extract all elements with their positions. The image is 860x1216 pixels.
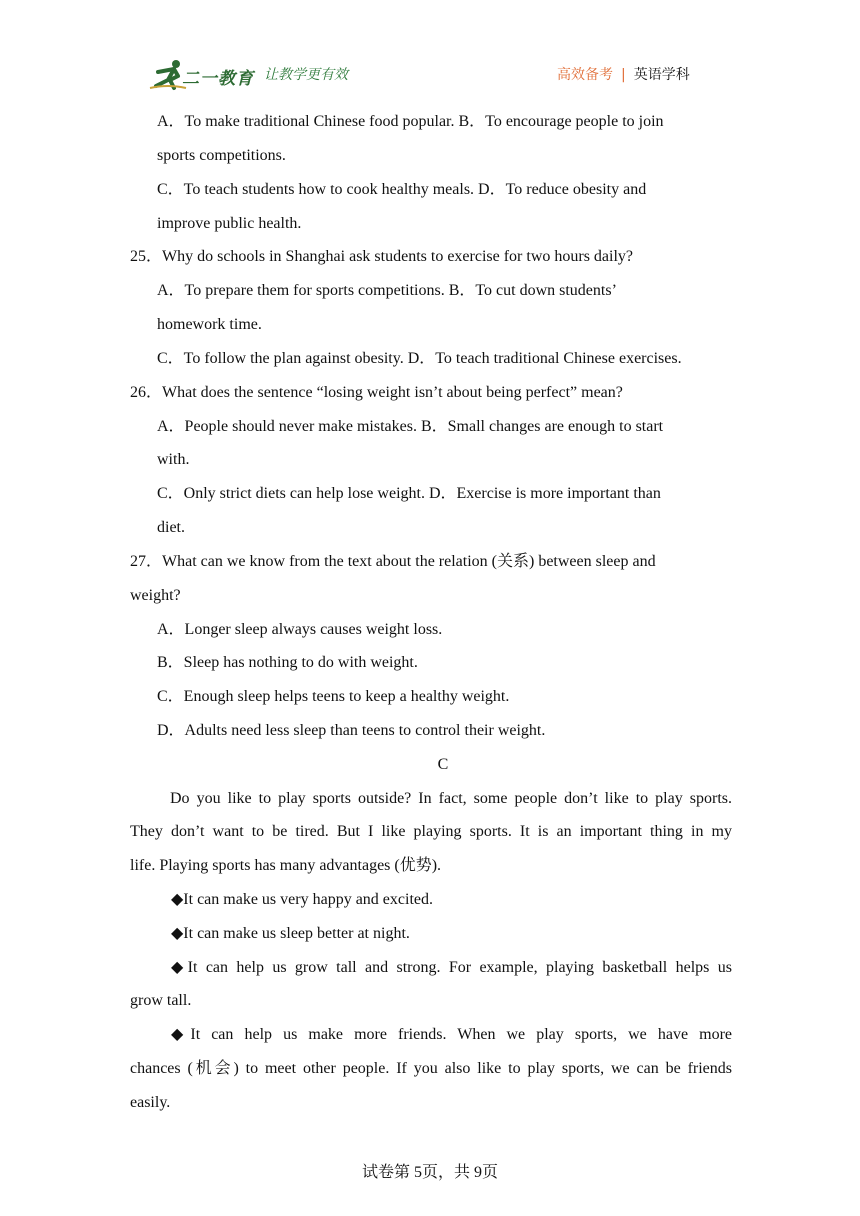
option-line: D．Adults need less sleep than teens to control their weight. xyxy=(157,722,546,739)
header-label: 高效备考 xyxy=(557,67,613,83)
paragraph-line: Do you like to play sports outside? In fact, some people don’t like to play sports. xyxy=(170,790,732,807)
paragraph-line: grow tall. xyxy=(130,992,192,1009)
option-line: sports competitions. xyxy=(157,147,286,164)
page-footer: 试卷第 5页，共 9页 xyxy=(361,1164,498,1181)
page-header xyxy=(0,0,860,100)
subject-label: 英语学科 xyxy=(633,67,690,83)
logo-text: 二一教育 xyxy=(182,69,254,89)
option-line: diet. xyxy=(157,519,185,536)
bullet-line: ◆It can make us very happy and excited. xyxy=(171,891,433,908)
slogan: 让教学更有效 xyxy=(264,67,348,83)
bullet-line: ◆It can help us grow tall and strong. For example, playing basketball helps us xyxy=(171,959,732,976)
header-subject xyxy=(557,64,690,84)
option-line: homework time. xyxy=(157,316,262,333)
option-line: A．Longer sleep always causes weight loss. xyxy=(157,621,443,638)
option-line: improve public health. xyxy=(157,215,302,232)
option-line: A．To prepare them for sports competitions. B．To cut down students’ xyxy=(157,282,617,299)
paragraph-line: chances (机会) to meet other people. If you also like to play sports, we can be friends xyxy=(130,1060,732,1077)
header-separator: | xyxy=(621,67,626,83)
logo xyxy=(148,58,258,92)
question-26: 26．What does the sentence “losing weight isn’t about being perfect” mean? xyxy=(130,384,623,401)
option-line: B．Sleep has nothing to do with weight. xyxy=(157,654,418,671)
question-27-cont: weight? xyxy=(130,587,181,604)
option-line: C．To follow the plan against obesity. D．To teach traditional Chinese exercises. xyxy=(157,350,682,367)
option-line: C．To teach students how to cook healthy meals. D．To reduce obesity and xyxy=(157,181,647,198)
paragraph-line: easily. xyxy=(130,1094,171,1111)
option-line: with. xyxy=(157,451,190,468)
option-line: C．Only strict diets can help lose weight. D．Exercise is more important than xyxy=(157,485,661,502)
option-line: A．People should never make mistakes. B．Small changes are enough to start xyxy=(157,418,664,435)
bullet-line: ◆It can make us sleep better at night. xyxy=(171,925,410,942)
question-25: 25．Why do schools in Shanghai ask students to exercise for two hours daily? xyxy=(130,248,634,265)
question-27: 27．What can we know from the text about the relation (关系) between sleep and xyxy=(130,553,656,570)
paragraph-line: life. Playing sports has many advantages (优势). xyxy=(130,857,442,874)
section-heading: C xyxy=(437,756,449,773)
option-line: A．To make traditional Chinese food popular. B．To encourage people to join xyxy=(157,113,664,130)
bullet-line: ◆It can help us make more friends. When we play sports, we have more xyxy=(171,1026,732,1043)
option-line: C．Enough sleep helps teens to keep a healthy weight. xyxy=(157,688,510,705)
paragraph-line: They don’t want to be tired. But I like playing sports. It is an important thing in my xyxy=(130,823,732,840)
